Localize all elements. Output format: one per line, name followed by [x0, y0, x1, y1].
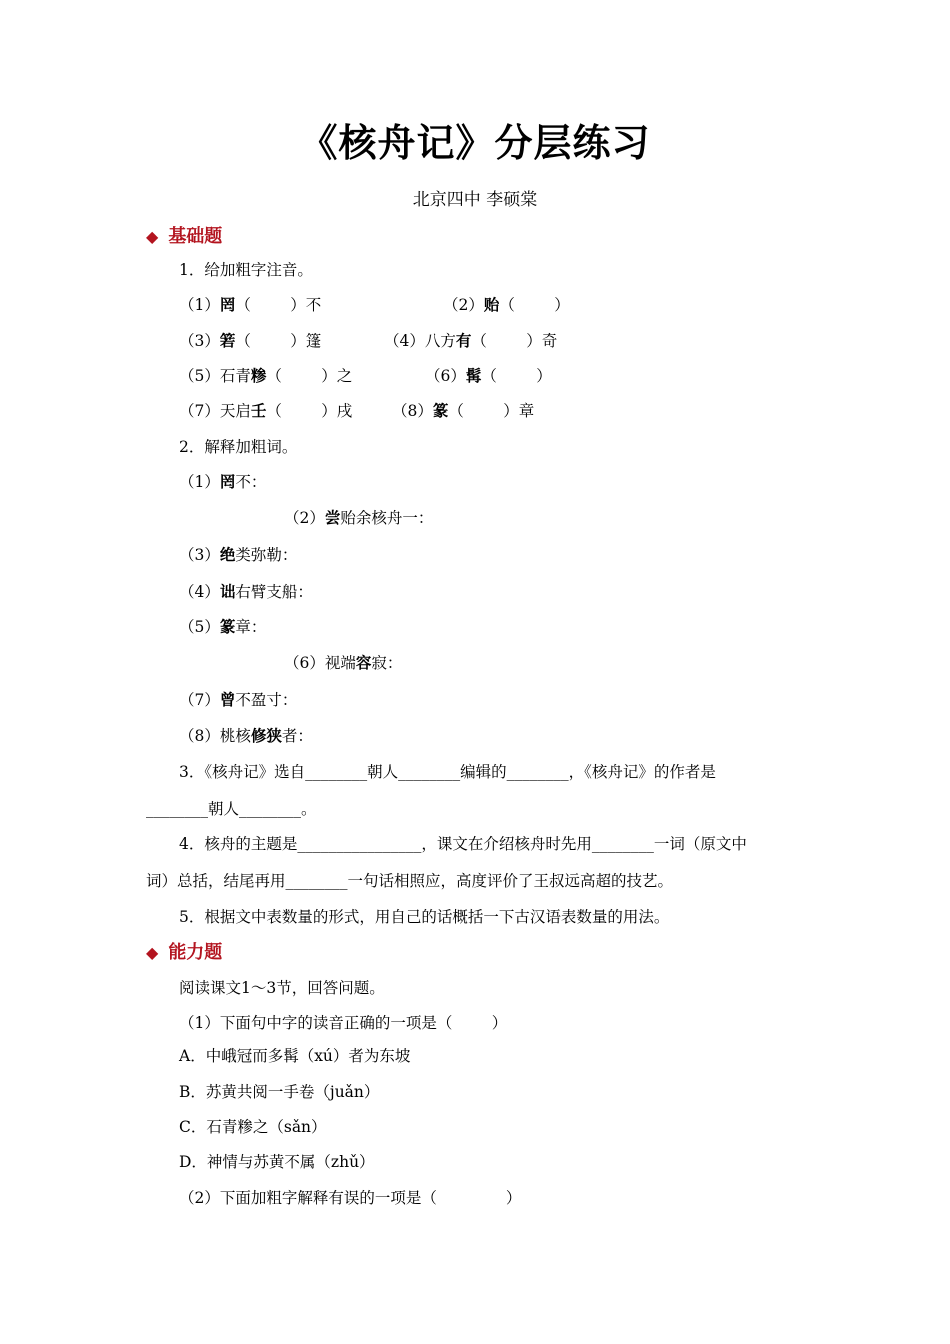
q1-stem: 1．给加粗字注音。: [179, 261, 313, 279]
author-line: 北京四中 李硕棠: [412, 190, 538, 210]
diamond-bullet-icon: ◆: [146, 227, 159, 246]
q1-item-3: （3）箬（ ）篷: [179, 331, 322, 350]
reading-question-1: （1）下面句中字的读音正确的一项是（ ）: [179, 1014, 508, 1032]
option-c: C．石青糁之（sǎn）: [179, 1118, 327, 1136]
q3-line-2: ________朝人________。: [146, 800, 317, 818]
reading-question-2: （2）下面加粗字解释有误的一项是（ ）: [179, 1189, 522, 1207]
q2-item-5: （5）篆章：: [179, 617, 267, 636]
q5-line: 5．根据文中表数量的形式，用自己的话概括一下古汉语表数量的用法。: [179, 908, 670, 926]
q2-item-1: （1）罔不：: [179, 472, 267, 491]
q1-item-4: （4）八方有（ ）奇: [384, 331, 558, 350]
q2-item-4: （4）诎右臂支船：: [179, 582, 313, 601]
reading-intro: 阅读课文1～3节，回答问题。: [179, 979, 385, 997]
q4-line-2: 词）总括，结尾再用________一句话相照应，高度评价了王叔远高超的技艺。: [146, 872, 674, 890]
q2-item-2: （2）尝贻余核舟一：: [284, 508, 434, 527]
q1-item-5: （5）石青糁（ ）之: [179, 366, 353, 385]
section-heading-ability: [146, 940, 222, 966]
q4-line-1: 4．核舟的主题是________________，课文在介绍核舟时先用________一词（原文中: [179, 835, 747, 853]
q1-item-1: （1）罔（ ）不: [179, 295, 322, 314]
q1-item-7: （7）天启壬（ ）戌: [179, 401, 353, 420]
q2-item-6: （6）视端容寂：: [284, 653, 403, 672]
section-heading-basic: [146, 224, 222, 250]
q1-item-2: （2）贻（ ）: [443, 295, 570, 314]
option-b: B．苏黄共阅一手卷（juǎn）: [179, 1083, 380, 1101]
q2-item-8: （8）桃核修狭者：: [179, 726, 313, 745]
q3-line-1: 3．《核舟记》选自________朝人________编辑的________，《核舟记》的作者是: [179, 763, 716, 781]
option-d: D．神情与苏黄不属（zhǔ）: [179, 1153, 375, 1171]
section-title: 能力题: [168, 942, 223, 963]
q1-item-6: （6）髯（ ）: [425, 366, 552, 385]
q2-item-3: （3）绝类弥勒：: [179, 545, 298, 564]
diamond-bullet-icon: ◆: [146, 943, 159, 962]
page-title: 《核舟记》分层练习: [299, 120, 651, 165]
q2-stem: 2．解释加粗词。: [179, 438, 298, 456]
option-a: A．中峨冠而多髯（xú）者为东坡: [179, 1047, 411, 1065]
section-title: 基础题: [168, 226, 223, 247]
q1-item-8: （8）篆（ ）章: [392, 401, 535, 420]
q2-item-7: （7）曾不盈寸：: [179, 690, 298, 709]
